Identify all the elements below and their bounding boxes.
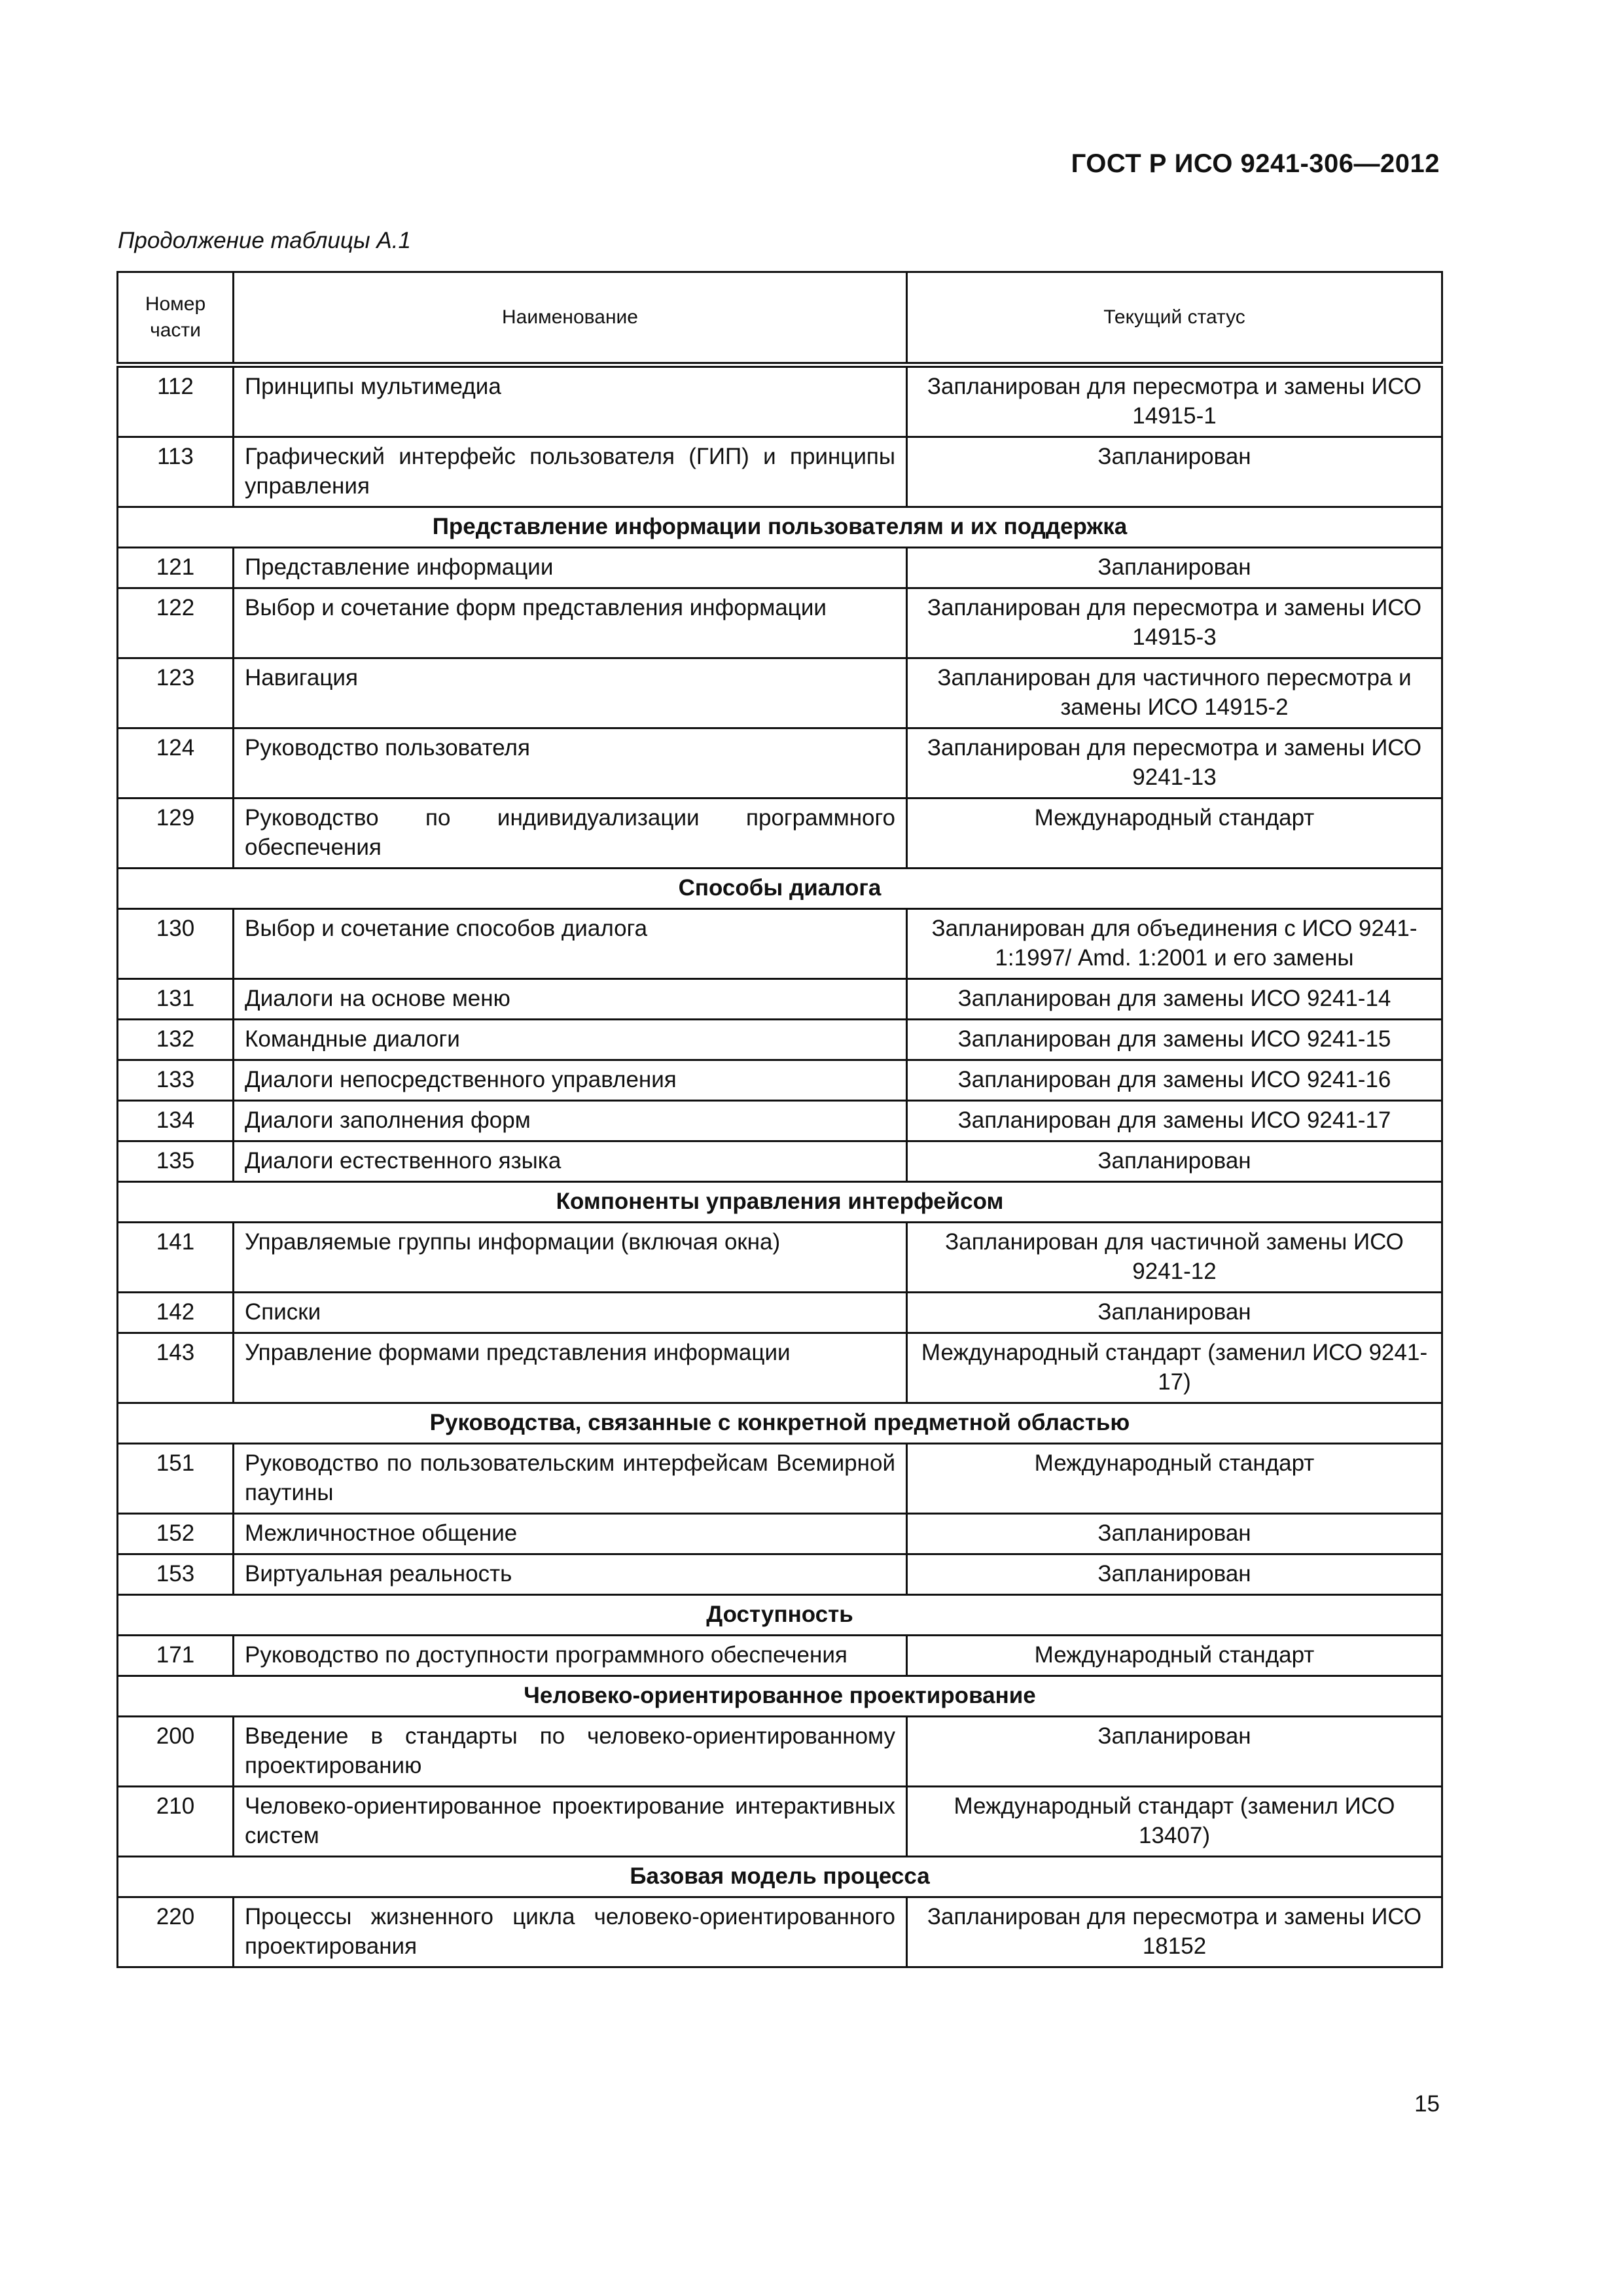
- page-number: 15: [1414, 2091, 1440, 2117]
- part-number: 153: [118, 1554, 234, 1595]
- part-number: 130: [118, 909, 234, 979]
- part-name: Руководство по индивидуализации программного обеспечения: [234, 798, 907, 869]
- part-number: 112: [118, 365, 234, 437]
- part-name: Руководство по пользовательским интерфейсам Всемирной паутины: [234, 1444, 907, 1514]
- section-row: [118, 507, 1442, 548]
- part-status: Запланирован для замены ИСО 9241-14: [907, 979, 1442, 1020]
- part-status: Запланирован для частичной замены ИСО 9241-12: [907, 1223, 1442, 1293]
- part-number: 123: [118, 658, 234, 728]
- part-status: Международный стандарт (заменил ИСО 9241-17): [907, 1333, 1442, 1403]
- part-number: 143: [118, 1333, 234, 1403]
- table-caption: Продолжение таблицы А.1: [118, 228, 411, 253]
- part-status: Запланирован для пересмотра и замены ИСО 18152: [907, 1897, 1442, 1967]
- part-status: Запланирован: [907, 437, 1442, 507]
- table-row: [118, 1897, 1442, 1967]
- section-row: [118, 1403, 1442, 1444]
- part-status: Запланирован: [907, 1514, 1442, 1554]
- table-row: [118, 1636, 1442, 1676]
- part-number: 220: [118, 1897, 234, 1967]
- section-title: Представление информации пользователям и их поддержка: [118, 507, 1442, 548]
- part-number: 200: [118, 1717, 234, 1787]
- part-status: Запланирован для частичного пересмотра и замены ИСО 14915-2: [907, 658, 1442, 728]
- part-number: 171: [118, 1636, 234, 1676]
- part-status: Запланирован для замены ИСО 9241-15: [907, 1020, 1442, 1060]
- part-number: 121: [118, 548, 234, 588]
- section-row: [118, 1182, 1442, 1223]
- part-number: 129: [118, 798, 234, 869]
- part-name: Диалоги непосредственного управления: [234, 1060, 907, 1101]
- part-name: Виртуальная реальность: [234, 1554, 907, 1595]
- part-number: 151: [118, 1444, 234, 1514]
- part-number: 122: [118, 588, 234, 658]
- part-name: Управляемые группы информации (включая окна): [234, 1223, 907, 1293]
- part-name: Руководство по доступности программного обеспечения: [234, 1636, 907, 1676]
- column-header-name: Наименование: [234, 272, 907, 365]
- part-number: 132: [118, 1020, 234, 1060]
- table-row: [118, 728, 1442, 798]
- part-name: Диалоги естественного языка: [234, 1141, 907, 1182]
- table-body: [118, 365, 1442, 1967]
- section-row: [118, 1676, 1442, 1717]
- section-title: Компоненты управления интерфейсом: [118, 1182, 1442, 1223]
- table-row: [118, 798, 1442, 869]
- part-number: 135: [118, 1141, 234, 1182]
- part-number: 210: [118, 1787, 234, 1857]
- part-name: Выбор и сочетание форм представления информации: [234, 588, 907, 658]
- part-name: Человеко-ориентированное проектирование интерактивных систем: [234, 1787, 907, 1857]
- part-name: Графический интерфейс пользователя (ГИП) и принципы управления: [234, 437, 907, 507]
- part-status: Запланирован: [907, 1293, 1442, 1333]
- part-number: 152: [118, 1514, 234, 1554]
- section-title: Человеко-ориентированное проектирование: [118, 1676, 1442, 1717]
- part-name: Управление формами представления информации: [234, 1333, 907, 1403]
- table-row: [118, 1787, 1442, 1857]
- part-name: Диалоги заполнения форм: [234, 1101, 907, 1141]
- column-header-num: Номер части: [118, 272, 234, 365]
- part-status: Запланирован для замены ИСО 9241-16: [907, 1060, 1442, 1101]
- table-row: [118, 1223, 1442, 1293]
- table-row: [118, 1444, 1442, 1514]
- section-row: [118, 1595, 1442, 1636]
- part-name: Введение в стандарты по человеко-ориентированному проектированию: [234, 1717, 907, 1787]
- part-status: Запланирован для пересмотра и замены ИСО 14915-1: [907, 365, 1442, 437]
- table-row: [118, 548, 1442, 588]
- part-name: Принципы мультимедиа: [234, 365, 907, 437]
- part-status: Запланирован для пересмотра и замены ИСО 14915-3: [907, 588, 1442, 658]
- part-name: Межличностное общение: [234, 1514, 907, 1554]
- part-name: Руководство пользователя: [234, 728, 907, 798]
- part-name: Диалоги на основе меню: [234, 979, 907, 1020]
- section-row: [118, 869, 1442, 909]
- standards-table: [116, 271, 1443, 1968]
- table-row: [118, 1717, 1442, 1787]
- part-name: Командные диалоги: [234, 1020, 907, 1060]
- part-status: Международный стандарт (заменил ИСО 13407): [907, 1787, 1442, 1857]
- section-title: Доступность: [118, 1595, 1442, 1636]
- part-status: Запланирован: [907, 1554, 1442, 1595]
- part-status: Запланирован: [907, 1717, 1442, 1787]
- table-row: [118, 979, 1442, 1020]
- part-status: Международный стандарт: [907, 1444, 1442, 1514]
- part-number: 141: [118, 1223, 234, 1293]
- table-row: [118, 1293, 1442, 1333]
- part-status: Запланирован для объединения с ИСО 9241-1:1997/ Amd. 1:2001 и его замены: [907, 909, 1442, 979]
- column-header-status: Текущий статус: [907, 272, 1442, 365]
- part-number: 133: [118, 1060, 234, 1101]
- table-header-row: [118, 272, 1442, 365]
- part-name: Выбор и сочетание способов диалога: [234, 909, 907, 979]
- part-number: 113: [118, 437, 234, 507]
- part-status: Запланирован: [907, 548, 1442, 588]
- table-row: [118, 1141, 1442, 1182]
- part-number: 142: [118, 1293, 234, 1333]
- table-row: [118, 1060, 1442, 1101]
- table-row: [118, 909, 1442, 979]
- part-status: Международный стандарт: [907, 798, 1442, 869]
- part-number: 124: [118, 728, 234, 798]
- part-status: Запланирован: [907, 1141, 1442, 1182]
- table-row: [118, 365, 1442, 437]
- table-row: [118, 1554, 1442, 1595]
- part-status: Международный стандарт: [907, 1636, 1442, 1676]
- section-title: Способы диалога: [118, 869, 1442, 909]
- part-number: 131: [118, 979, 234, 1020]
- part-status: Запланирован для пересмотра и замены ИСО 9241-13: [907, 728, 1442, 798]
- document-id: ГОСТ Р ИСО 9241-306—2012: [1071, 149, 1440, 178]
- part-name: Представление информации: [234, 548, 907, 588]
- part-status: Запланирован для замены ИСО 9241-17: [907, 1101, 1442, 1141]
- section-title: Руководства, связанные с конкретной предметной областью: [118, 1403, 1442, 1444]
- table-row: [118, 437, 1442, 507]
- table-row: [118, 1333, 1442, 1403]
- table-row: [118, 1514, 1442, 1554]
- section-row: [118, 1857, 1442, 1897]
- table-row: [118, 1020, 1442, 1060]
- part-number: 134: [118, 1101, 234, 1141]
- table-row: [118, 658, 1442, 728]
- section-title: Базовая модель процесса: [118, 1857, 1442, 1897]
- part-name: Навигация: [234, 658, 907, 728]
- part-name: Процессы жизненного цикла человеко-ориентированного проектирования: [234, 1897, 907, 1967]
- table-row: [118, 588, 1442, 658]
- table-row: [118, 1101, 1442, 1141]
- part-name: Списки: [234, 1293, 907, 1333]
